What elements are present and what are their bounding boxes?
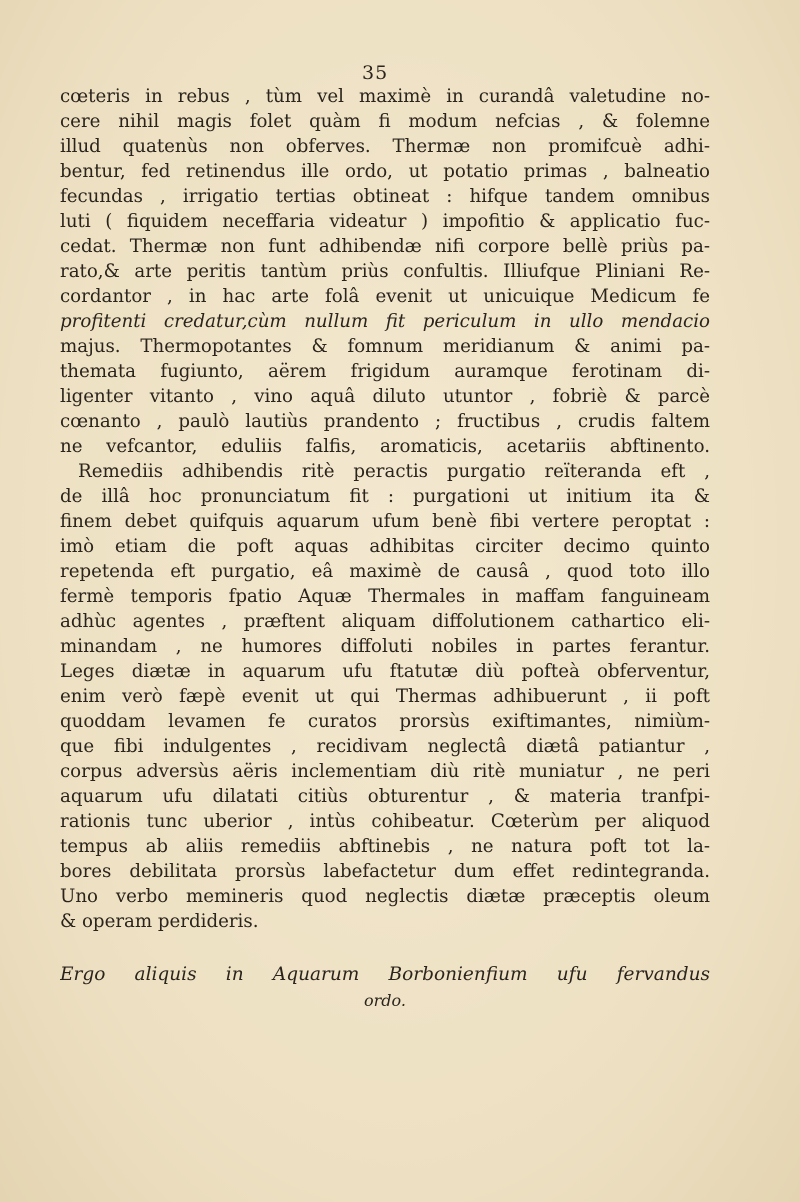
text-line: bentur, fed retinendus ille ordo, ut potatio primas , balneatio bbox=[60, 161, 710, 182]
body-text bbox=[60, 84, 710, 1014]
text-line: Leges diætæ in aquarum ufu ftatutæ diù pofteà obferventur, bbox=[60, 661, 710, 682]
text-line: cœteris in rebus , tùm vel maximè in curandâ valetudine no- bbox=[60, 86, 710, 107]
text-line: themata fugiunto, aërem frigidum auramque ferotinam di- bbox=[60, 361, 710, 382]
text-line-last: & operam perdideris. bbox=[60, 911, 259, 932]
text-line: cere nihil magis folet quàm fi modum nefcias , & folemne bbox=[60, 111, 710, 132]
text-line: repetenda eft purgatio, eâ maximè de causâ , quod toto illo bbox=[60, 561, 710, 582]
text-line: ligenter vitanto , vino aquâ diluto utuntor , fobriè & parcè bbox=[60, 386, 710, 407]
text-line: aquarum ufu dilatati citiùs obturentur , & materia tranfpi- bbox=[60, 786, 710, 807]
text-line: illud quatenùs non obferves. Thermæ non promifcuè adhi- bbox=[60, 136, 710, 157]
text-line: fecundas , irrigatio tertias obtineat : hifque tandem omnibus bbox=[60, 186, 710, 207]
text-line: cordantor , in hac arte folâ evenit ut unicuique Medicum fe bbox=[60, 286, 710, 307]
text-line: tempus ab aliis remediis abftinebis , ne natura poft tot la- bbox=[60, 836, 710, 857]
text-line: corpus adversùs aëris inclementiam diù ritè muniatur , ne peri bbox=[60, 761, 710, 782]
text-line: imò etiam die poft aquas adhibitas circiter decimo quinto bbox=[60, 536, 710, 557]
text-line: bores debilitata prorsùs labefactetur dum effet redintegranda. bbox=[60, 861, 710, 882]
text-line: Uno verbo memineris quod neglectis diætæ præceptis oleum bbox=[60, 886, 710, 907]
text-line: finem debet quifquis aquarum ufum benè fibi vertere peroptat : bbox=[60, 511, 710, 532]
text-line: majus. Thermopotantes & fomnum meridianum & animi pa- bbox=[60, 336, 710, 357]
text-line: de illâ hoc pronunciatum fit : purgationi ut initium ita & bbox=[60, 486, 710, 507]
text-line: cœnanto , paulò lautiùs prandento ; fructibus , crudis faltem bbox=[60, 411, 710, 432]
text-line: adhùc agentes , præftent aliquam diffolutionem cathartico eli- bbox=[60, 611, 710, 632]
text-line: enim verò fæpè evenit ut qui Thermas adhibuerunt , ii poft bbox=[60, 686, 710, 707]
section-heading-continuation: ordo. bbox=[364, 991, 406, 1010]
text-line-quote: profitenti credatur,cùm nullum fit periculum in ullo mendacio bbox=[60, 311, 710, 332]
text-line: luti ( fiquidem neceffaria videatur ) impofitio & applicatio fuc- bbox=[60, 211, 710, 232]
text-line: que fibi indulgentes , recidivam neglectâ diætâ patiantur , bbox=[60, 736, 710, 757]
section-gap bbox=[60, 934, 710, 962]
text-line: rationis tunc uberior , intùs cohibeatur. Cœterùm per aliquod bbox=[60, 811, 710, 832]
text-line: ne vefcantor, eduliis falfis, aromaticis, acetariis abftinento. bbox=[60, 436, 710, 457]
section-heading: Ergo aliquis in Aquarum Borbonienfium ufu fervandus bbox=[60, 964, 710, 985]
text-line-paragraph-start: Remediis adhibendis ritè peractis purgatio reïteranda eft , bbox=[78, 461, 710, 482]
text-line: fermè temporis fpatio Aquæ Thermales in maffam fanguineam bbox=[60, 586, 710, 607]
text-line: rato,& arte peritis tantùm priùs confultis. Illiufque Pliniani Re- bbox=[60, 261, 710, 282]
text-line: cedat. Thermæ non funt adhibendæ nifi corpore bellè priùs pa- bbox=[60, 236, 710, 257]
page-number: 35 bbox=[362, 62, 389, 84]
text-line: minandam , ne humores diffoluti nobiles in partes ferantur. bbox=[60, 636, 710, 657]
text-line: quoddam levamen fe curatos prorsùs exiftimantes, nimiùm- bbox=[60, 711, 710, 732]
